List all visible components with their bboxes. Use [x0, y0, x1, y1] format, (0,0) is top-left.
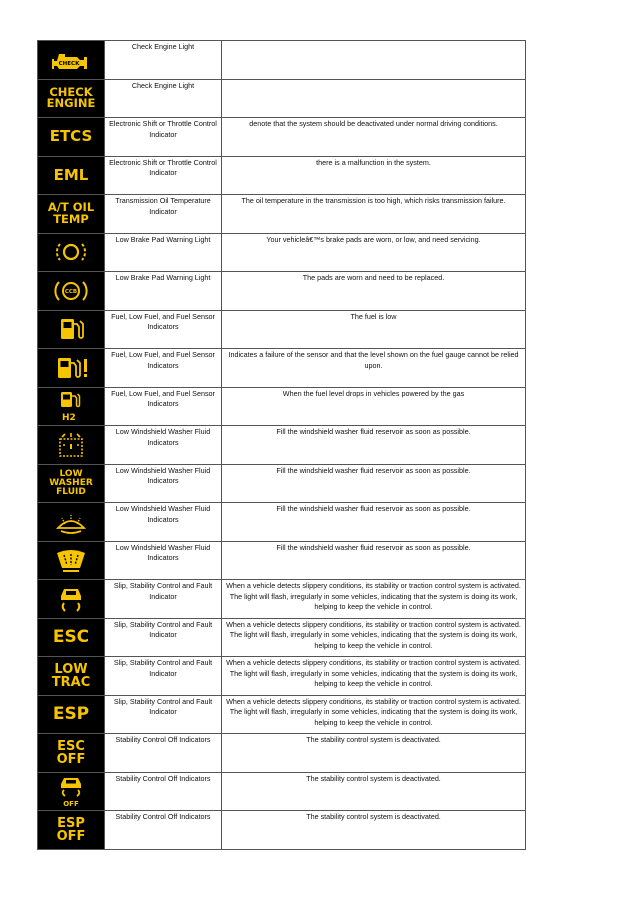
description-cell [222, 464, 526, 503]
indicator-name: Fuel, Low Fuel, and Fuel Sensor Indicators [111, 388, 215, 409]
name-cell [105, 156, 222, 195]
name-cell [105, 272, 222, 311]
indicator-name: Low Brake Pad Warning Light [115, 234, 211, 244]
icon-cell [38, 156, 105, 195]
table-row [38, 118, 526, 157]
icon-label: LOW TRAC [51, 661, 91, 690]
svg-text:OFF: OFF [63, 800, 79, 808]
table-row [38, 79, 526, 118]
table-row [38, 233, 526, 272]
esc-off-text-icon [38, 734, 104, 772]
indicator-description: Fill the windshield washer fluid reservoir as soon as possible. [276, 504, 471, 513]
indicator-name: Stability Control Off Indicators [115, 735, 211, 744]
icon-cell [38, 233, 105, 272]
table-row [38, 503, 526, 542]
esc-text-icon [38, 619, 104, 657]
description-cell [222, 349, 526, 388]
icon-cell [38, 657, 105, 696]
svg-text:CCB: CCB [64, 288, 78, 295]
indicator-description: there is a malfunction in the system. [316, 157, 431, 167]
indicator-name: Electronic Shift or Throttle Control Indicator [109, 119, 217, 139]
skidding-car-icon [38, 580, 104, 618]
indicator-name: Slip, Stability Control and Fault Indicator [113, 581, 213, 601]
indicator-description [222, 41, 525, 42]
description-cell [222, 118, 526, 157]
table-row [38, 387, 526, 426]
table-row [38, 464, 526, 503]
indicator-description: Indicates a failure of the sensor and that the level shown on the fuel gauge cannot be relied upon. [228, 350, 519, 370]
indicator-description: When a vehicle detects slippery conditions, its stability or traction control system is activated. The light will flash, irregularly in some vehicles, indicating that the system is doing its work, helping to keep the vehicle in control. [226, 619, 521, 650]
name-cell [105, 772, 222, 811]
table-row [38, 657, 526, 696]
icon-label: ESP OFF [56, 815, 86, 844]
description-cell [222, 41, 526, 80]
etcs-text-icon [38, 118, 104, 156]
warning-lights-table [37, 40, 526, 850]
indicator-name: Stability Control Off Indicators [115, 773, 211, 783]
icon-label: LOW WASHER FLUID [49, 468, 93, 497]
description-cell [222, 734, 526, 773]
indicator-description: When a vehicle detects slippery conditions, its stability or traction control system is activated. The light will flash, irregularly in some vehicles, indicating that the system is doing its work, helping to keep the vehicle in control. [226, 696, 521, 727]
description-cell [222, 811, 526, 850]
name-cell [105, 580, 222, 619]
table-row [38, 41, 526, 80]
table-row [38, 734, 526, 773]
indicator-description: The stability control system is deactivated. [306, 773, 441, 783]
icon-cell [38, 349, 105, 388]
description-cell [222, 156, 526, 195]
name-cell [105, 657, 222, 696]
table-body [38, 41, 526, 850]
indicator-name: Check Engine Light [131, 42, 195, 51]
icon-cell [38, 503, 105, 542]
indicator-description: The oil temperature in the transmission is too high, which risks transmission failure. [241, 196, 506, 205]
indicator-name: Check Engine Light [131, 80, 195, 90]
indicator-description: Fill the windshield washer fluid reservoir as soon as possible. [276, 465, 471, 475]
icon-cell [38, 695, 105, 734]
indicator-description: When a vehicle detects slippery conditions, its stability or traction control system is activated. The light will flash, irregularly in some vehicles, indicating that the system is doing its work, helping to keep the vehicle in control. [226, 658, 521, 689]
name-cell [105, 349, 222, 388]
fuel-pump-icon [38, 311, 104, 349]
fuel-pump-h2-icon [38, 388, 104, 426]
icon-cell [38, 195, 105, 234]
indicator-name: Low Windshield Washer Fluid Indicators [115, 427, 211, 447]
low-trac-text-icon [38, 657, 104, 695]
low-washer-fluid-text-icon [38, 465, 104, 503]
esp-off-text-icon [38, 811, 104, 849]
name-cell [105, 233, 222, 272]
icon-label: EML [53, 165, 89, 184]
icon-cell [38, 310, 105, 349]
table-row [38, 195, 526, 234]
description-cell [222, 387, 526, 426]
indicator-name: Fuel, Low Fuel, and Fuel Sensor Indicators [111, 311, 215, 332]
name-cell [105, 195, 222, 234]
skidding-car-off-icon [38, 773, 104, 811]
table-row [38, 310, 526, 349]
name-cell [105, 387, 222, 426]
indicator-description: Your vehicleâ€™s brake pads are worn, or low, and need servicing. [266, 234, 481, 244]
table-row [38, 772, 526, 811]
icon-cell [38, 811, 105, 850]
indicator-name: Electronic Shift or Throttle Control Indicator [109, 157, 217, 178]
name-cell [105, 79, 222, 118]
table-row [38, 580, 526, 619]
name-cell [105, 464, 222, 503]
indicator-description: The stability control system is deactivated. [306, 735, 441, 744]
name-cell [105, 503, 222, 542]
icon-cell [38, 426, 105, 465]
washer-spray-outline-icon [38, 503, 104, 541]
icon-cell [38, 118, 105, 157]
indicator-description: The pads are worn and need to be replaced. [302, 273, 445, 282]
description-cell [222, 580, 526, 619]
description-cell [222, 272, 526, 311]
icon-cell [38, 387, 105, 426]
icon-cell [38, 272, 105, 311]
table-row [38, 426, 526, 465]
table-row [38, 541, 526, 580]
table-row [38, 349, 526, 388]
indicator-description: When the fuel level drops in vehicles powered by the gas [282, 388, 465, 398]
washer-spray-filled-icon [38, 542, 104, 580]
indicator-name: Fuel, Low Fuel, and Fuel Sensor Indicators [111, 350, 215, 370]
indicator-description [222, 80, 525, 81]
indicator-name: Low Windshield Washer Fluid Indicators [115, 542, 211, 563]
table-row [38, 272, 526, 311]
table-row [38, 156, 526, 195]
description-cell [222, 657, 526, 696]
icon-cell [38, 772, 105, 811]
description-cell [222, 426, 526, 465]
description-cell [222, 79, 526, 118]
table-row [38, 695, 526, 734]
name-cell [105, 734, 222, 773]
icon-cell [38, 464, 105, 503]
description-cell [222, 503, 526, 542]
indicator-description: The stability control system is deactivated. [306, 812, 441, 821]
icon-cell [38, 734, 105, 773]
name-cell [105, 41, 222, 80]
indicator-name: Slip, Stability Control and Fault Indicator [113, 658, 213, 678]
indicator-name: Low Windshield Washer Fluid Indicators [115, 465, 211, 486]
name-cell [105, 618, 222, 657]
indicator-name: Low Brake Pad Warning Light [115, 273, 211, 282]
icon-cell [38, 580, 105, 619]
description-cell [222, 541, 526, 580]
table-row [38, 618, 526, 657]
esp-text-icon [38, 696, 104, 734]
icon-label: A/T OIL TEMP [47, 200, 95, 226]
name-cell [105, 426, 222, 465]
at-oil-temp-text-icon [38, 195, 104, 233]
icon-label: ESP [52, 703, 90, 724]
indicator-description: denote that the system should be deactivated under normal driving conditions. [249, 119, 498, 128]
indicator-description: When a vehicle detects slippery conditions, its stability or traction control system is activated. The light will flash, irregularly in some vehicles, indicating that the system is doing its work, helping to keep the vehicle in control. [226, 581, 521, 612]
icon-cell [38, 41, 105, 80]
name-cell [105, 811, 222, 850]
indicator-name: Low Windshield Washer Fluid Indicators [115, 504, 211, 524]
indicator-description: Fill the windshield washer fluid reservoir as soon as possible. [276, 542, 471, 552]
icon-label: ESC OFF [56, 738, 86, 767]
name-cell [105, 695, 222, 734]
indicator-name: Slip, Stability Control and Fault Indicator [113, 696, 213, 717]
icon-label: ESC [52, 626, 90, 647]
icon-label: CHECK ENGINE [46, 84, 96, 111]
name-cell [105, 541, 222, 580]
brake-pad-icon [38, 234, 104, 272]
svg-text:H2: H2 [62, 413, 76, 423]
description-cell [222, 233, 526, 272]
icon-cell [38, 541, 105, 580]
washer-fluid-tank-icon [38, 426, 104, 464]
description-cell [222, 195, 526, 234]
indicator-name: Stability Control Off Indicators [115, 812, 211, 821]
eml-text-icon [38, 157, 104, 195]
indicator-name: Transmission Oil Temperature Indicator [115, 196, 211, 216]
indicator-name: Slip, Stability Control and Fault Indicator [113, 619, 213, 640]
description-cell [222, 618, 526, 657]
engine-icon [38, 41, 104, 79]
icon-cell [38, 79, 105, 118]
name-cell [105, 310, 222, 349]
description-cell [222, 310, 526, 349]
name-cell [105, 118, 222, 157]
check-engine-text-icon [38, 80, 104, 118]
icon-label: ETCS [49, 127, 93, 146]
table-row [38, 811, 526, 850]
fuel-pump-warning-icon [38, 349, 104, 387]
indicator-description: The fuel is low [350, 311, 397, 321]
indicator-description: Fill the windshield washer fluid reservoir as soon as possible. [276, 427, 471, 436]
description-cell [222, 772, 526, 811]
icon-cell [38, 618, 105, 657]
brake-pad-ccb-icon [38, 272, 104, 310]
engine-icon-text: CHECK [58, 60, 80, 67]
description-cell [222, 695, 526, 734]
